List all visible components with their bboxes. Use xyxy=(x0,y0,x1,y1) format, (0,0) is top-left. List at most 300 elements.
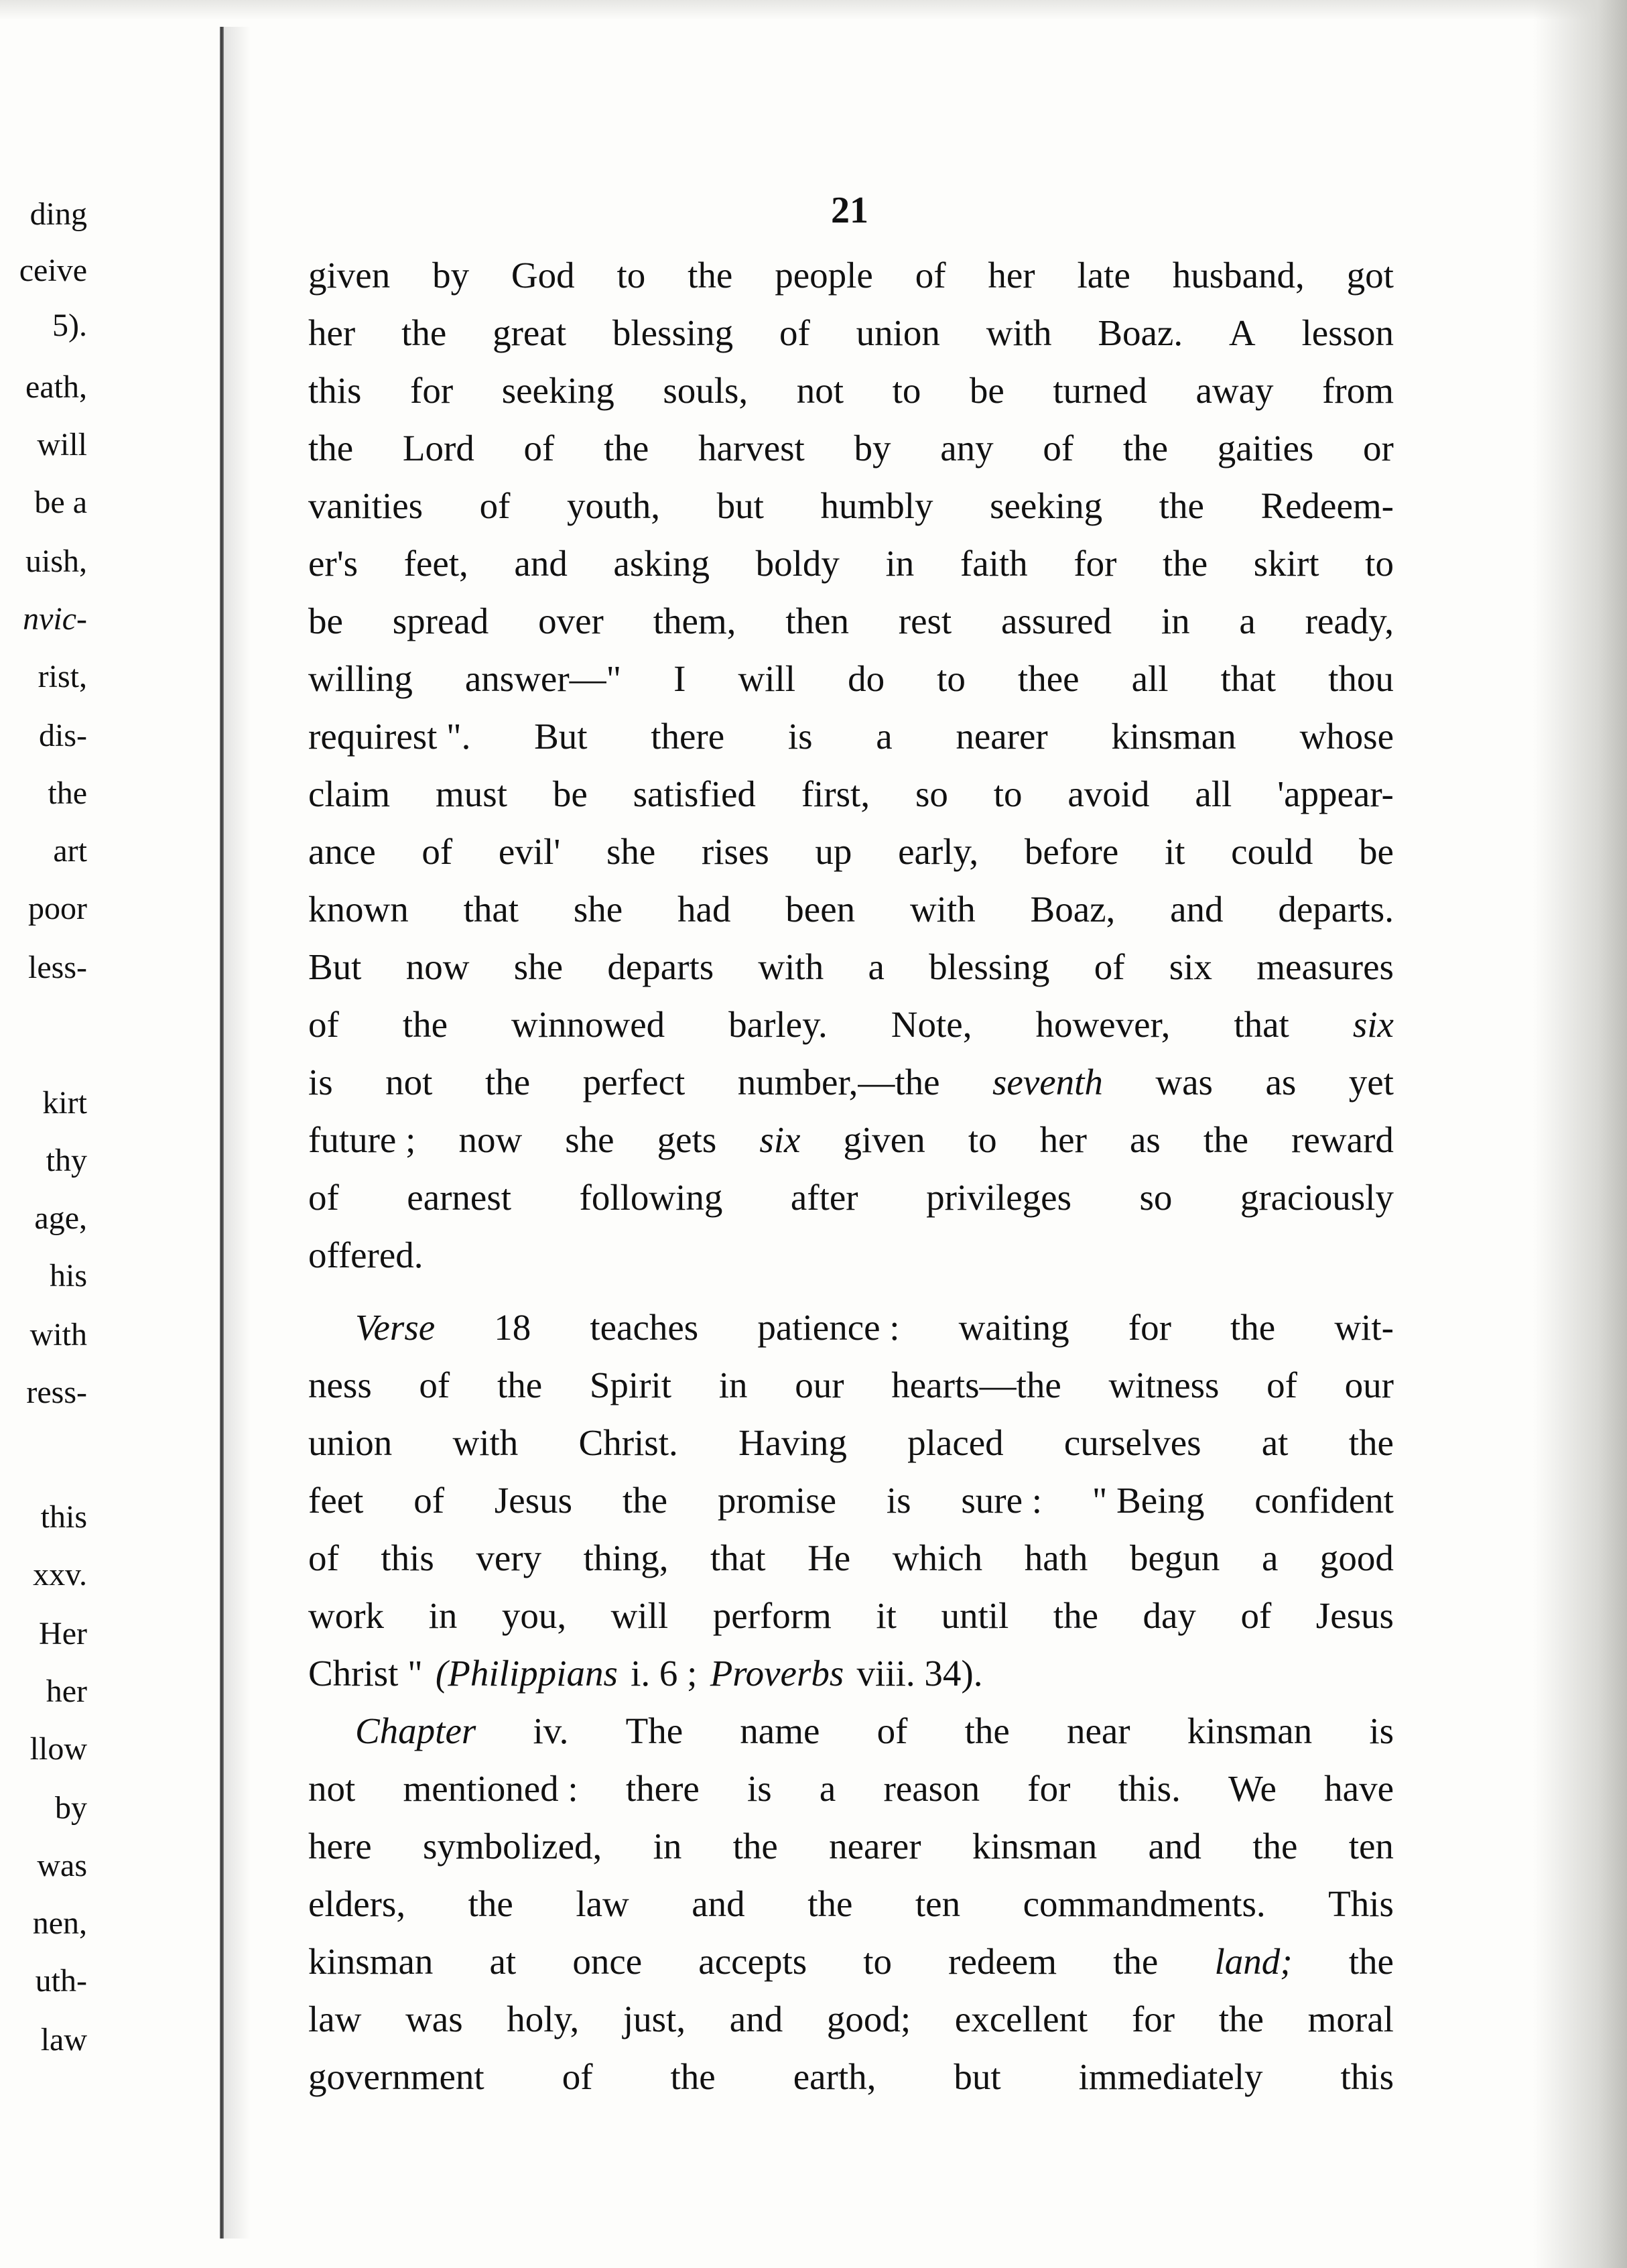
word: great xyxy=(493,312,567,353)
word: there xyxy=(625,1768,700,1809)
text-line xyxy=(308,1818,1394,1875)
word: at xyxy=(1261,1422,1289,1463)
word: and xyxy=(1170,889,1224,930)
word: of xyxy=(562,2056,593,2097)
word: that xyxy=(463,889,519,930)
word: blessing xyxy=(929,946,1050,987)
text-line xyxy=(308,2048,1394,2106)
word: seventh xyxy=(992,1062,1103,1102)
word: the xyxy=(402,1004,448,1045)
word: for xyxy=(1073,543,1117,584)
word: of xyxy=(1240,1595,1272,1636)
word: moral xyxy=(1307,1999,1394,2039)
word: to xyxy=(968,1119,997,1160)
word: humbly xyxy=(820,485,933,526)
text-line xyxy=(308,996,1394,1054)
word: avoid xyxy=(1067,773,1150,814)
word: by xyxy=(854,428,891,468)
word: now xyxy=(458,1119,523,1160)
word: rest xyxy=(898,601,952,641)
word: land; xyxy=(1214,1941,1293,1982)
word: day xyxy=(1143,1595,1196,1636)
text-line xyxy=(308,881,1394,938)
word: the xyxy=(1159,485,1204,526)
word: Chapter xyxy=(355,1710,476,1751)
word: excellent xyxy=(954,1999,1088,2039)
word: now xyxy=(405,946,470,987)
page-number: 21 xyxy=(831,190,868,231)
word: six xyxy=(759,1119,801,1160)
word: our xyxy=(795,1365,844,1405)
word: for xyxy=(410,370,454,411)
word: of xyxy=(1094,946,1125,987)
word: this xyxy=(381,1537,434,1578)
word: assured xyxy=(1001,601,1112,641)
word: for xyxy=(1027,1768,1071,1809)
word: nearer xyxy=(956,716,1048,757)
word: of xyxy=(1266,1365,1297,1405)
word: given xyxy=(843,1119,925,1160)
word: of xyxy=(419,1365,450,1405)
text-line xyxy=(308,1991,1394,2048)
facing-page-fragment: age, xyxy=(34,1200,87,1236)
word: however, xyxy=(1035,1004,1171,1045)
word: six xyxy=(1352,1004,1394,1045)
word: He xyxy=(807,1537,851,1578)
facing-page-fragment: uish, xyxy=(25,544,87,579)
text-line xyxy=(308,1111,1394,1169)
word: them, xyxy=(653,601,736,641)
text-line xyxy=(308,477,1394,535)
word: but xyxy=(716,485,764,526)
word: begun xyxy=(1129,1537,1220,1578)
word: winnowed xyxy=(511,1004,665,1045)
facing-page-fragment: was xyxy=(37,1848,87,1883)
word: with xyxy=(986,312,1052,353)
word: to xyxy=(616,255,646,296)
word: barley. xyxy=(728,1004,828,1045)
word: patience : xyxy=(757,1307,900,1348)
word: lesson xyxy=(1301,312,1394,353)
word: following xyxy=(579,1177,723,1218)
word: she xyxy=(573,889,623,930)
word: away xyxy=(1195,370,1274,411)
text-line xyxy=(308,1587,1394,1645)
word: all xyxy=(1131,658,1169,699)
word: of xyxy=(523,428,555,468)
facing-page-fragment: 5). xyxy=(52,308,87,343)
word: is xyxy=(308,1062,333,1102)
word: so xyxy=(1139,1177,1173,1218)
word: do xyxy=(848,658,885,699)
word: of xyxy=(308,1004,339,1045)
word: a xyxy=(819,1768,836,1809)
word: near xyxy=(1066,1710,1130,1751)
word: people xyxy=(775,255,873,296)
page-top-edge xyxy=(0,0,1627,20)
text-line xyxy=(308,420,1394,477)
word: a xyxy=(1239,601,1256,641)
word: seeking xyxy=(990,485,1103,526)
word: our xyxy=(1344,1365,1394,1405)
word: and xyxy=(514,543,568,584)
text-line xyxy=(308,1760,1394,1818)
word: But xyxy=(308,946,362,987)
facing-page-fragment: the xyxy=(48,775,87,811)
facing-page-fragment: will xyxy=(37,427,87,462)
word: the xyxy=(1230,1307,1276,1348)
word: offered. xyxy=(308,1235,424,1275)
word: Note, xyxy=(891,1004,972,1045)
text-line xyxy=(308,535,1394,592)
word: the xyxy=(468,1883,513,1924)
word: curselves xyxy=(1063,1422,1201,1463)
text-line xyxy=(308,592,1394,650)
facing-page-fragment: law xyxy=(40,2022,87,2058)
word: kinsman xyxy=(1187,1710,1313,1751)
word: spread xyxy=(392,601,489,641)
word: very xyxy=(476,1537,542,1578)
word: ness xyxy=(308,1365,372,1405)
word: the xyxy=(484,1062,531,1102)
word: viii. 34). xyxy=(856,1653,983,1694)
word: But xyxy=(534,716,588,757)
word: answer—" xyxy=(464,658,622,699)
word: hearts—the xyxy=(891,1365,1061,1405)
word: thee xyxy=(1017,658,1080,699)
word: the xyxy=(688,255,733,296)
word: had xyxy=(677,889,731,930)
word: reward xyxy=(1291,1119,1394,1160)
word: evil' xyxy=(498,831,561,872)
text-line xyxy=(308,708,1394,765)
word: (Philippians xyxy=(435,1653,618,1694)
word: departs xyxy=(607,946,714,987)
word: Christ " xyxy=(308,1653,423,1694)
word: the xyxy=(1348,1422,1394,1463)
word: any xyxy=(940,428,994,468)
word: just, xyxy=(623,1999,686,2039)
word: earnest xyxy=(407,1177,512,1218)
word: union xyxy=(856,312,940,353)
word: immediately xyxy=(1078,2056,1263,2097)
word: of xyxy=(915,255,946,296)
word: vanities xyxy=(308,485,424,526)
word: the xyxy=(1163,543,1208,584)
word: We xyxy=(1228,1768,1277,1809)
word: iv. xyxy=(533,1710,569,1751)
word: the xyxy=(1053,1595,1098,1636)
word: be xyxy=(969,370,1004,411)
facing-page-fragment: this xyxy=(40,1499,87,1535)
word: feet, xyxy=(403,543,468,584)
word: be xyxy=(1359,831,1394,872)
word: by xyxy=(432,255,470,296)
word: that xyxy=(710,1537,766,1578)
word: commandments. xyxy=(1023,1883,1266,1924)
facing-page-fragment: ress- xyxy=(26,1375,87,1410)
word: with xyxy=(909,889,976,930)
word: placed xyxy=(907,1422,1004,1463)
word: in xyxy=(428,1595,458,1636)
word: willing xyxy=(308,658,413,699)
facing-page-fragment: nen, xyxy=(32,1905,87,1941)
word: Boaz, xyxy=(1030,889,1116,930)
word: early, xyxy=(898,831,979,872)
word: teaches xyxy=(590,1307,699,1348)
word: late xyxy=(1077,255,1130,296)
facing-page-fragment: poor xyxy=(28,891,87,926)
word: a xyxy=(1261,1537,1279,1578)
word: wit- xyxy=(1334,1307,1394,1348)
word: confident xyxy=(1254,1480,1394,1521)
word: hath xyxy=(1024,1537,1088,1578)
word: rises xyxy=(701,831,769,872)
facing-page-fragment: rist, xyxy=(38,659,87,694)
word: the xyxy=(964,1710,1010,1751)
word: there xyxy=(651,716,725,757)
word: have xyxy=(1324,1768,1394,1809)
word: you, xyxy=(501,1595,567,1636)
facing-page-fragment: llow xyxy=(29,1731,87,1767)
word: thou xyxy=(1328,658,1394,699)
word: i. 6 ; xyxy=(631,1653,698,1694)
word: name xyxy=(740,1710,820,1751)
text-line xyxy=(308,1702,1394,1760)
text-line xyxy=(308,1645,1394,1702)
facing-page-fragment: ceive xyxy=(19,253,87,288)
word: Christ. xyxy=(578,1422,678,1463)
word: Verse xyxy=(355,1307,436,1348)
word: and xyxy=(692,1883,745,1924)
word: future ; xyxy=(308,1119,416,1160)
word: she xyxy=(565,1119,614,1160)
word: perfect xyxy=(582,1062,686,1102)
word: Proverbs xyxy=(710,1653,844,1694)
word: this xyxy=(308,370,362,411)
word: harvest xyxy=(698,428,805,468)
text-line xyxy=(308,1169,1394,1226)
word: the xyxy=(1113,1941,1159,1982)
word: not xyxy=(796,370,844,411)
word: which xyxy=(892,1537,983,1578)
word: after xyxy=(790,1177,858,1218)
word: mentioned : xyxy=(403,1768,578,1809)
word: given xyxy=(308,255,391,296)
word: with xyxy=(452,1422,519,1463)
word: is xyxy=(1369,1710,1394,1751)
word: reason xyxy=(883,1768,980,1809)
word: The xyxy=(625,1710,684,1751)
word: holy, xyxy=(507,1999,580,2039)
text-line xyxy=(308,765,1394,823)
body-text xyxy=(308,247,1394,2106)
facing-page-fragment: xxv. xyxy=(33,1557,87,1592)
text-line xyxy=(308,1472,1394,1529)
word: and xyxy=(729,1999,783,2039)
word: gaities xyxy=(1217,428,1314,468)
word: measures xyxy=(1256,946,1394,987)
word: 18 xyxy=(494,1307,531,1348)
facing-page-fragment: less- xyxy=(28,950,87,985)
word: then xyxy=(785,601,849,641)
word: of xyxy=(779,312,810,353)
word: to xyxy=(937,658,966,699)
facing-page-fragment: dis- xyxy=(39,718,87,753)
word: earth, xyxy=(793,2056,876,2097)
facing-page-fragment: eath, xyxy=(25,369,87,405)
word: Jesus xyxy=(1315,1595,1394,1636)
text-line xyxy=(308,650,1394,708)
word: will xyxy=(610,1595,669,1636)
word: be xyxy=(552,773,588,814)
book-gutter-shadow xyxy=(224,27,251,2239)
facing-page-fragment: nvic- xyxy=(23,601,87,637)
word: that xyxy=(1234,1004,1289,1045)
word: departs. xyxy=(1278,889,1394,930)
word: the xyxy=(401,312,447,353)
text-line xyxy=(308,1226,1394,1284)
word: for xyxy=(1128,1307,1171,1348)
word: Redeem- xyxy=(1260,485,1394,526)
word: turned xyxy=(1053,370,1147,411)
word: seeking xyxy=(501,370,614,411)
word: six xyxy=(1169,946,1212,987)
word: as xyxy=(1129,1119,1161,1160)
word: the xyxy=(732,1826,778,1867)
word: good; xyxy=(826,1999,911,2039)
word: with xyxy=(758,946,824,987)
word: kinsman xyxy=(308,1941,434,1982)
word: at xyxy=(489,1941,517,1982)
facing-page-fragment: uth- xyxy=(35,1963,87,1999)
word: the xyxy=(308,428,354,468)
word: of xyxy=(421,831,453,872)
word: asking xyxy=(613,543,710,584)
facing-page-fragment: her xyxy=(46,1674,87,1709)
word: kinsman xyxy=(1111,716,1236,757)
word: law xyxy=(576,1883,629,1924)
word: a xyxy=(876,716,893,757)
word: yet xyxy=(1348,1062,1394,1102)
word: promise xyxy=(717,1480,837,1521)
facing-page-fragment: ding xyxy=(29,196,87,232)
word: in xyxy=(885,543,915,584)
word: Lord xyxy=(402,428,474,468)
text-line xyxy=(308,823,1394,881)
word: redeem xyxy=(948,1941,1057,1982)
word: graciously xyxy=(1240,1177,1394,1218)
page-right-edge xyxy=(1533,0,1627,2268)
word: over xyxy=(538,601,604,641)
word: her xyxy=(308,312,356,353)
word: of xyxy=(413,1480,445,1521)
facing-page-fragment: be a xyxy=(34,485,87,520)
word: is xyxy=(787,716,813,757)
word: all xyxy=(1195,773,1232,814)
word: her xyxy=(1039,1119,1087,1160)
word: ance xyxy=(308,831,376,872)
word: once xyxy=(572,1941,643,1982)
word: was xyxy=(405,1999,463,2039)
word: will xyxy=(738,658,796,699)
word: the xyxy=(604,428,649,468)
facing-page-fragment: art xyxy=(53,833,87,869)
text-line xyxy=(308,1933,1394,1991)
word: blessing xyxy=(612,312,734,353)
word: the xyxy=(1203,1119,1249,1160)
word: got xyxy=(1346,255,1394,296)
word: God xyxy=(511,255,575,296)
word: in xyxy=(1161,601,1190,641)
word: Boaz. xyxy=(1098,312,1183,353)
word: accepts xyxy=(698,1941,807,1982)
text-line xyxy=(308,362,1394,420)
text-line xyxy=(308,304,1394,362)
word: ten xyxy=(915,1883,961,1924)
word: been xyxy=(785,889,856,930)
text-line xyxy=(308,1414,1394,1472)
word: Having xyxy=(738,1422,847,1463)
word: was xyxy=(1155,1062,1213,1102)
word: she xyxy=(513,946,564,987)
word: of xyxy=(1043,428,1074,468)
word: whose xyxy=(1299,716,1394,757)
text-line xyxy=(308,1054,1394,1111)
word: A xyxy=(1228,312,1256,353)
word: is xyxy=(886,1480,911,1521)
word: husband, xyxy=(1172,255,1305,296)
facing-page-fragment: by xyxy=(55,1790,87,1826)
word: the xyxy=(1122,428,1169,468)
word: perform xyxy=(712,1595,832,1636)
word: privileges xyxy=(926,1177,1071,1218)
word: but xyxy=(954,2056,1001,2097)
word: in xyxy=(653,1826,682,1867)
word: the xyxy=(807,1883,853,1924)
word: kinsman xyxy=(972,1826,1098,1867)
facing-page-fragment: with xyxy=(29,1317,87,1352)
word: for xyxy=(1131,1999,1175,2039)
word: er's xyxy=(308,543,359,584)
word: souls, xyxy=(663,370,749,411)
word: skirt xyxy=(1253,543,1319,584)
word: it xyxy=(1164,831,1185,872)
text-line xyxy=(308,1299,1394,1357)
word: this. xyxy=(1118,1768,1181,1809)
word: Jesus xyxy=(494,1480,572,1521)
word: is xyxy=(747,1768,772,1809)
word: known xyxy=(308,889,409,930)
word: to xyxy=(892,370,921,411)
word: she xyxy=(606,831,656,872)
word: the xyxy=(1252,1826,1298,1867)
word: nearer xyxy=(829,1826,921,1867)
word: witness xyxy=(1108,1365,1220,1405)
word: I xyxy=(673,658,686,699)
word: satisfied xyxy=(633,773,756,814)
word: number,—the xyxy=(737,1062,940,1102)
word: until xyxy=(941,1595,1009,1636)
word: in xyxy=(718,1365,748,1405)
facing-page-fragment: thy xyxy=(46,1143,87,1178)
word: This xyxy=(1328,1883,1394,1924)
word: elders, xyxy=(308,1883,406,1924)
word: gets xyxy=(657,1119,717,1160)
facing-page-fragment: kirt xyxy=(42,1085,87,1121)
word: her xyxy=(988,255,1035,296)
word: so xyxy=(915,773,948,814)
